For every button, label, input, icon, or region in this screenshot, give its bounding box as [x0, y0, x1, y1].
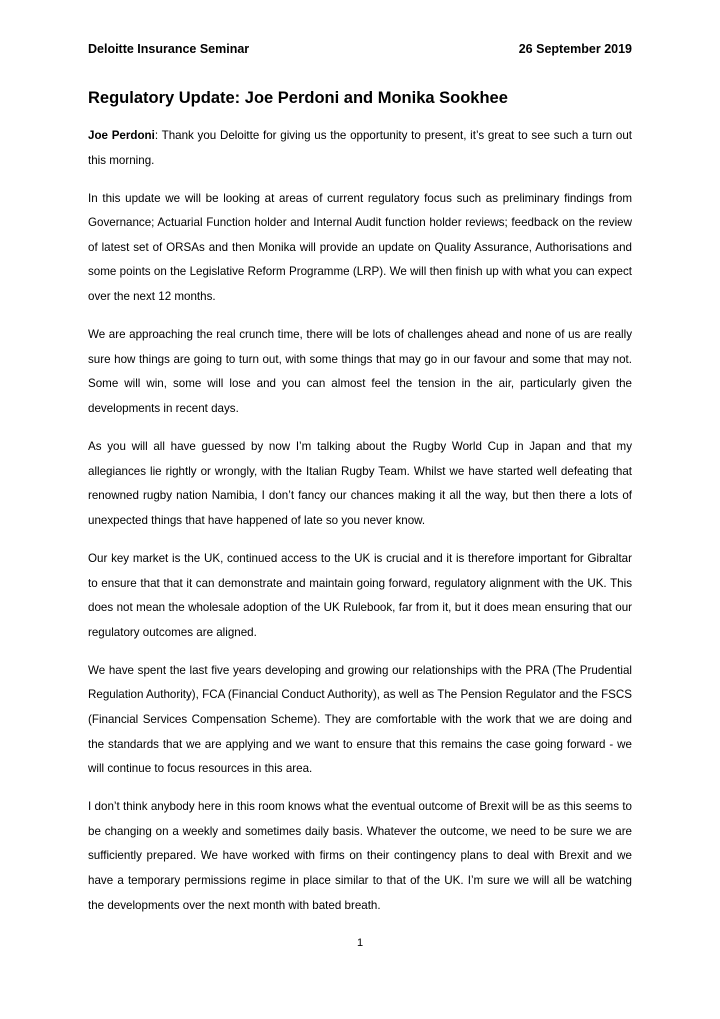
paragraph-7: I don’t think anybody here in this room knows what the eventual outcome of Brexit will be as this seems to be changing on a weekly and sometimes daily basis. Whatever the outcome, we need to be sure we are sufficiently prepared. We have worked with firms on their contingency plans to deal with Brexit and we have a temporary permissions regime in place similar to that of the UK. I’m sure we will all be watching the developments over the next month with bated breath. [88, 800, 632, 912]
header-event-name: Deloitte Insurance Seminar [88, 42, 250, 56]
document-body [88, 124, 632, 932]
paragraph-text: : Thank you Deloitte for giving us the opportunity to present, it’s great to see such a turn out this morning. [88, 129, 633, 167]
paragraph-1 [88, 124, 632, 173]
page-header [88, 42, 632, 60]
page-number: 1 [356, 937, 364, 949]
paragraph-6: We have spent the last five years developing and growing our relationships with the PRA (The Prudential Regulation Authority), FCA (Financial Conduct Authority), as well as The Pension Regulator and the FSCS (Financial Services Compensation Scheme). They are comfortable with the work that we are doing and the standards that we are applying and we want to ensure that this remains the case going forward - we will continue to focus resources in this area. [88, 663, 632, 776]
speaker-name: Joe Perdoni [88, 129, 155, 142]
paragraph-5: Our key market is the UK, continued access to the UK is crucial and it is therefore important for Gibraltar to ensure that that it can demonstrate and maintain going forward, regulatory alignment with the UK. This does not mean the wholesale adoption of the UK Rulebook, far from it, but it does mean ensuring that our regulatory outcomes are aligned. [88, 551, 632, 639]
paragraph-2: In this update we will be looking at areas of current regulatory focus such as preliminary findings from Governance; Actuarial Function holder and Internal Audit function holder reviews; feedback on the review of latest set of ORSAs and then Monika will provide an update on Quality Assurance, Authorisations and some points on the Legislative Reform Programme (LRP). We will then finish up with what you can expect over the next 12 months. [88, 191, 632, 304]
paragraph-4: As you will all have guessed by now I’m talking about the Rugby World Cup in Japan and that my allegiances lie rightly or wrongly, with the Italian Rugby Team. Whilst we have started well defeating that renowned rugby nation Namibia, I don’t fancy our chances making it all the way, but then there a lots of unexpected things that have happened of late so you never know. [88, 440, 632, 527]
paragraph-3: We are approaching the real crunch time, there will be lots of challenges ahead and none of us are really sure how things are going to turn out, with some things that may go in our favour and some that may not. Some will win, some will lose and you can almost feel the tension in the air, particularly given the developments in recent days. [88, 328, 632, 415]
document-title: Regulatory Update: Joe Perdoni and Monika Sookhee [88, 89, 508, 107]
header-date: 26 September 2019 [518, 42, 632, 56]
